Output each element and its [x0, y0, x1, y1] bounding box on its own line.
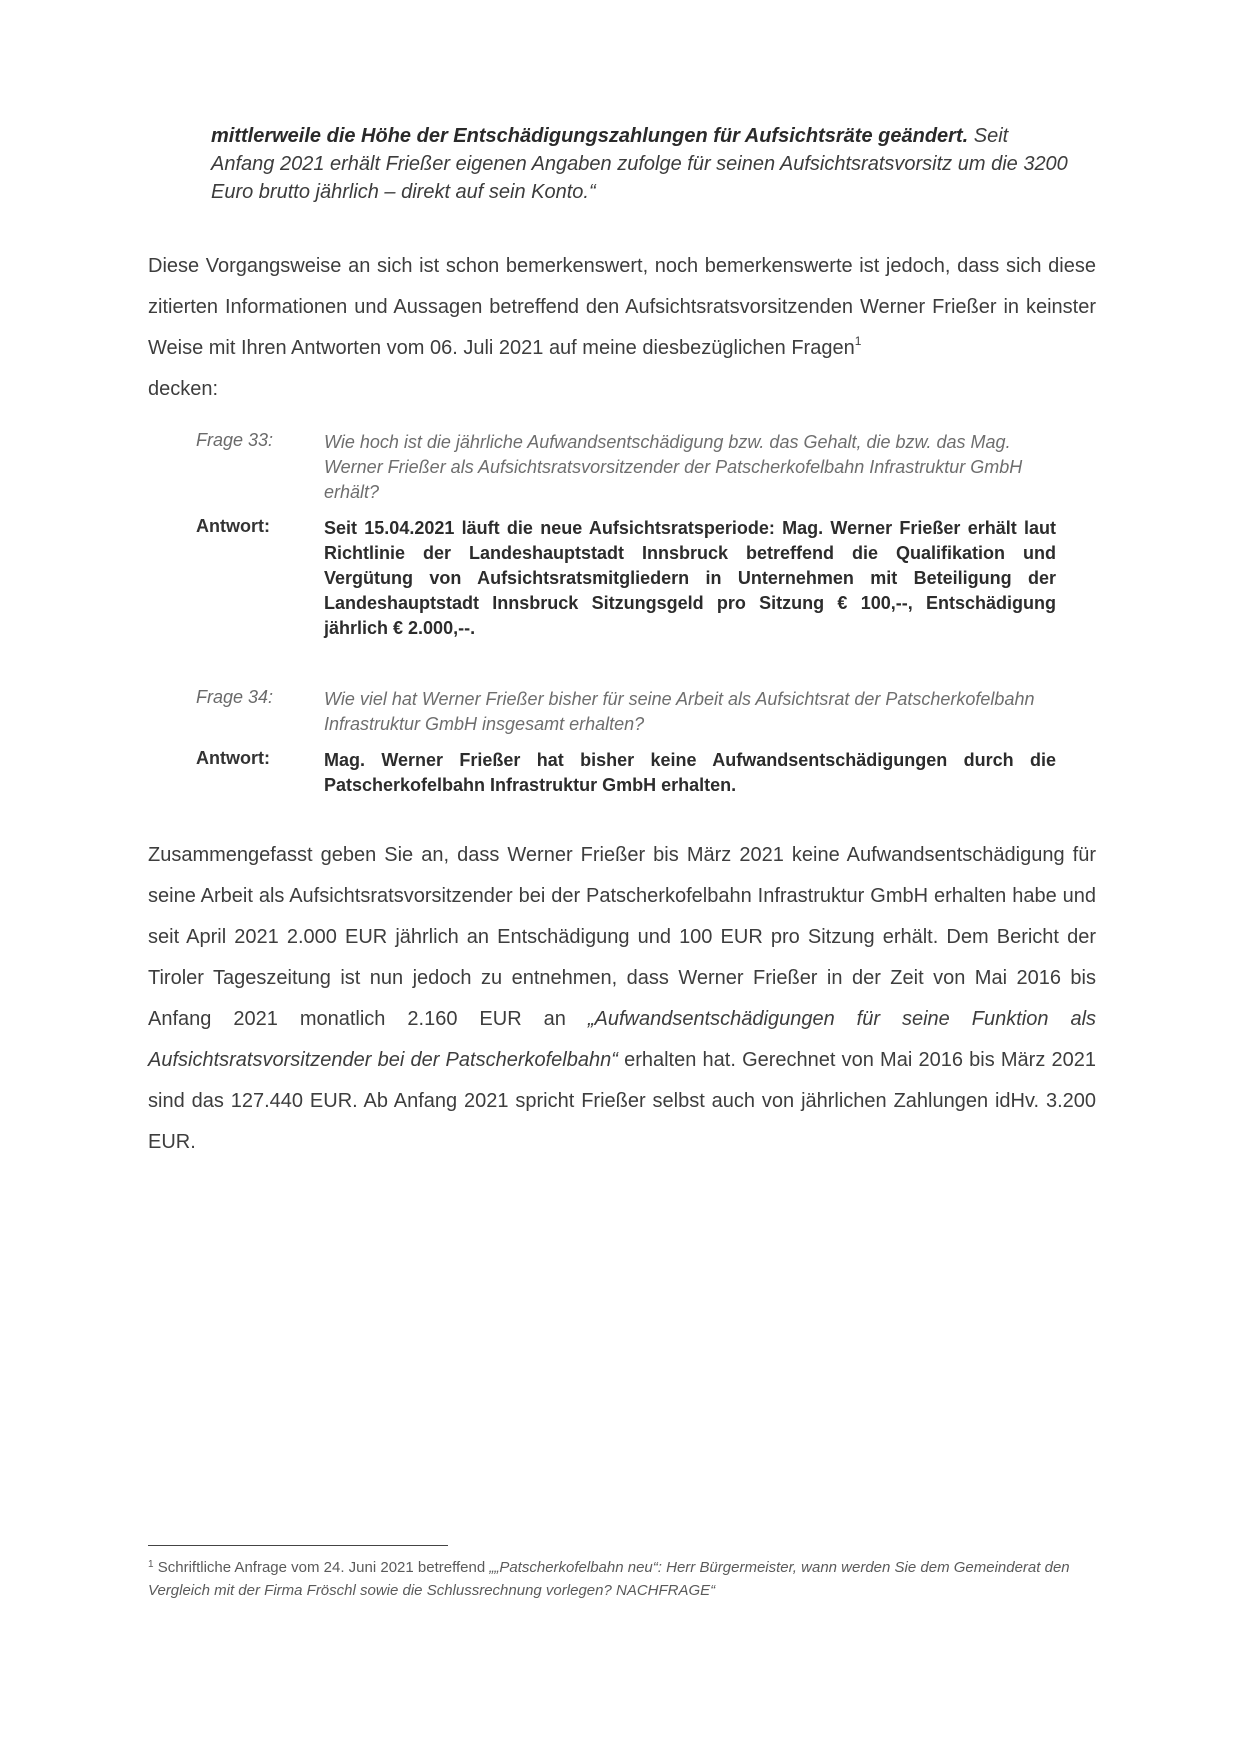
question-text: Wie hoch ist die jährliche Aufwandsentschädigung bzw. das Gehalt, die bzw. das Mag. Werner Frießer als Aufsichtsratsvorsitzender der Patscherkofelbahn Infrastruktur GmbH erhält?	[324, 432, 1023, 502]
paragraph-summary-quote: „Aufwandsentschädigungen für seine Funktion als Aufsichtsratsvorsitzender bei der Patscherkofelbahn“	[148, 1008, 1097, 1071]
footnote	[148, 1556, 1096, 1602]
quote-rest: Seit Anfang 2021 erhält Frießer eigenen Angaben zufolge für seinen Aufsichtsratsvorsitz um die 3200 Euro brutto jährlich – direkt auf sein Konto.“	[211, 125, 1068, 203]
footnote-divider	[148, 1545, 448, 1546]
answer-row	[196, 516, 1056, 641]
footnote-reference: 1	[854, 334, 862, 348]
question-row	[196, 430, 1056, 505]
quoted-newspaper-excerpt	[211, 122, 1071, 206]
question-label: Frage 33:	[196, 430, 274, 450]
footnote-italic: „„Patscherkofelbahn neu“: Herr Bürgermeister, wann werden Sie dem Gemeinderat den Vergleich mit der Firma Fröschl sowie die Schlussrechnung vorlegen? NACHFRAGE“	[148, 1559, 1070, 1599]
answer-text: Mag. Werner Frießer hat bisher keine Aufwandsentschädigungen durch die Patscherkofelbahn Infrastruktur GmbH erhalten.	[324, 750, 1056, 795]
qa-block-33	[196, 430, 1056, 641]
question-row	[196, 687, 1056, 737]
paragraph-summary	[148, 835, 1096, 1163]
paragraph-intro-tail: decken:	[148, 378, 219, 400]
paragraph-summary-part1: Zusammengefasst geben Sie an, dass Werner Frießer bis März 2021 keine Aufwandsentschädigung für seine Arbeit als Aufsichtsratsvorsitzender bei der Patscherkofelbahn Infrastruktur GmbH erhalten habe und seit April 2021 2.000 EUR jährlich an Entschädigung und 100 EUR pro Sitzung erhält. Dem Bericht der Tiroler Tageszeitung ist nun jedoch zu entnehmen, dass Werner Frießer in der Zeit von Mai 2016 bis Anfang 2021 monatlich 2.160 EUR an	[148, 844, 1096, 1030]
paragraph-summary-part2: erhalten hat. Gerechnet von Mai 2016 bis März 2021 sind das 127.440 EUR. Ab Anfang 2021 spricht Frießer selbst auch von jährlichen Zahlungen idHv. 3.200 EUR.	[148, 1049, 1097, 1153]
paragraph-intro	[148, 246, 1096, 410]
answer-label: Antwort:	[196, 516, 270, 536]
answer-text: Seit 15.04.2021 läuft die neue Aufsichtsratsperiode: Mag. Werner Frießer erhält laut Richtlinie der Landeshauptstadt Innsbruck betreffend die Qualifikation und Vergütung von Aufsichtsratsmitgliedern in Unternehmen mit Beteiligung der Landeshauptstadt Innsbruck Sitzungsgeld pro Sitzung € 100,--, Entschädigung jährlich € 2.000,--.	[324, 518, 1056, 638]
footnote-plain: Schriftliche Anfrage vom 24. Juni 2021 betreffend	[157, 1559, 490, 1576]
question-label: Frage 34:	[196, 687, 274, 707]
footnote-mark: 1	[148, 1559, 154, 1570]
answer-row	[196, 748, 1056, 798]
answer-label: Antwort:	[196, 748, 270, 768]
qa-block-34	[196, 687, 1056, 798]
question-text: Wie viel hat Werner Frießer bisher für seine Arbeit als Aufsichtsrat der Patscherkofelbahn Infrastruktur GmbH insgesamt erhalten?	[324, 689, 1035, 734]
quote-bold-lead: mittlerweile die Höhe der Entschädigungszahlungen für Aufsichtsräte geändert.	[211, 125, 969, 147]
paragraph-intro-text: Diese Vorgangsweise an sich ist schon bemerkenswert, noch bemerkenswerte ist jedoch, dass sich diese zitierten Informationen und Aussagen betreffend den Aufsichtsratsvorsitzenden Werner Frießer in keinster Weise mit Ihren Antworten vom 06. Juli 2021 auf meine diesbezüglichen Fragen	[148, 255, 1096, 359]
